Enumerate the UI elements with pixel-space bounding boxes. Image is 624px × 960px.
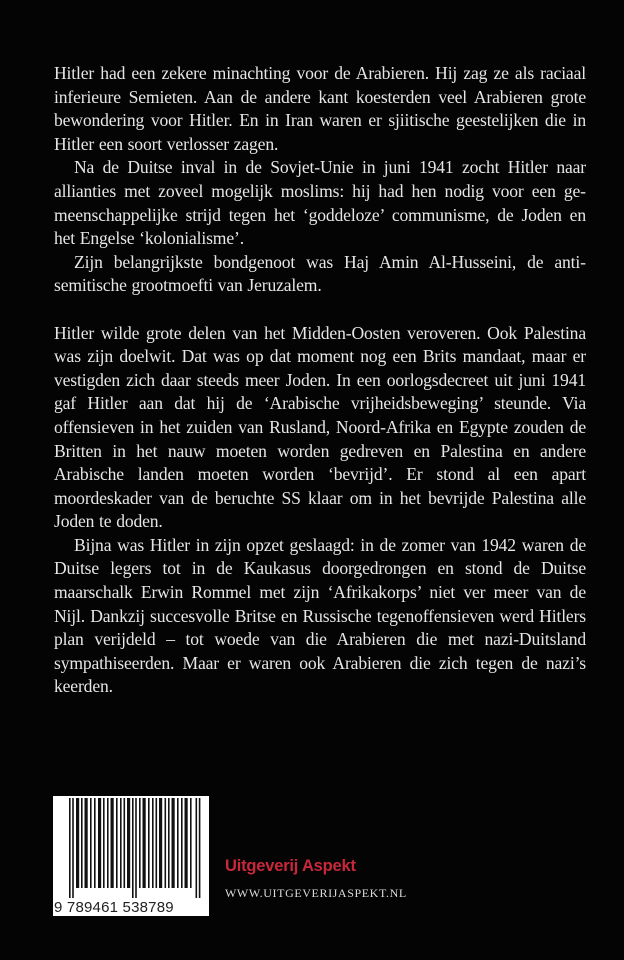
paragraph-4: Hitler wilde grote delen van het Midden-Oosten veroveren. Ook Palestina was zijn doelwit. Dat was op dat moment nog een Brits mandaat, maar er vestigden zich daar steeds meer Joden. In een oorlogsdecreet uit juni 1941 gaf Hitler aan dat hij de ‘Arabische vrijheidsbeweging’ steunde. Via offensieven in het zuiden van Rusland, Noord-Afrika en Egypte zouden de Britten in het nauw moeten worden gedreven en Palestina en andere Arabische landen moeten worden ‘bevrijd’. Er stond al een apart moordeskader van de beruchte SS klaar om in het bevrijde Palestina alle Joden te doden. <box>54 322 586 532</box>
isbn-number: 9 789461 538789 <box>54 899 174 916</box>
isbn-barcode <box>53 796 209 916</box>
back-cover-text <box>54 62 586 699</box>
publisher-name: Uitgeverij Aspekt <box>225 857 356 875</box>
paragraph-3: Zijn belangrijkste bondgenoot was Haj Amin Al-Husseini, de antisemitische grootmoefti van Jeruzalem. <box>54 251 586 296</box>
paragraph-5: Bijna was Hitler in zijn opzet geslaagd: in de zomer van 1942 waren de Duitse legers tot in de Kaukasus doorgedrongen en stond de Duitse maarschalk Erwin Rommel met zijn ‘Afrikakorps’ niet ver meer van de Nijl. Dankzij succesvolle Britse en Russische tegenoffensieven werd Hitlers plan verijdeld – tot woede van die Arabieren die met nazi-Duitsland sympathiseerden. Maar er waren ook Arabieren die zich tegen de nazi’s keerden. <box>54 534 586 697</box>
paragraph-1: Hitler had een zekere minachting voor de Arabieren. Hij zag ze als raciaal inferieure Semieten. Aan de andere kant koesterden veel Arabieren grote bewondering voor Hitler. En in Iran waren er sjiitische geestelijken die in Hitler een soort verlosser zagen. <box>54 63 586 154</box>
barcode-icon <box>69 798 201 898</box>
publisher-website: WWW.UITGEVERIJASPEKT.NL <box>225 886 407 900</box>
paragraph-2: Na de Duitse inval in de Sovjet-Unie in juni 1941 zocht Hitler naar allianties met zoveel mogelijk moslims: hij had hen nodig voor een gemeenschappelijke strijd tegen het ‘goddeloze’ communisme, de Joden en het Engelse ‘kolonialisme’. <box>54 157 586 249</box>
